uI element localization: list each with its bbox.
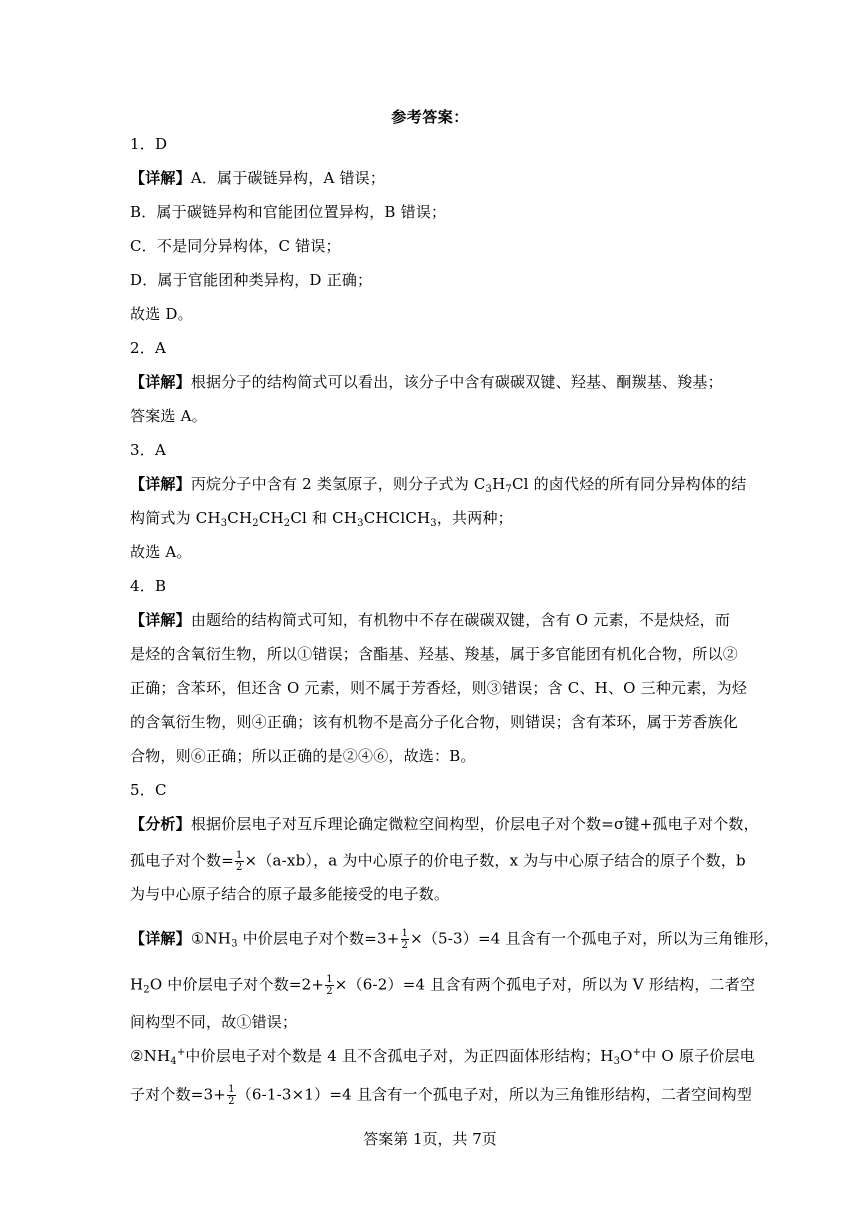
text: H bbox=[492, 475, 506, 493]
q5-explanation-line-5 bbox=[130, 1084, 753, 1107]
text: 子对个数=3+ bbox=[130, 1085, 227, 1104]
text: CH bbox=[258, 509, 284, 527]
q5-answer: 5．C bbox=[130, 781, 167, 799]
fraction-numerator: 1 bbox=[228, 1084, 235, 1095]
q2-text: 根据分子的结构简式可以看出，该分子中含有碳碳双键、羟基、酮羰基、羧基； bbox=[190, 373, 723, 391]
subscript: 3 bbox=[613, 1056, 621, 1067]
subscript: 4 bbox=[170, 1056, 177, 1067]
q3-conclusion: 故选 A。 bbox=[130, 543, 192, 561]
page-title: 参考答案： bbox=[391, 108, 469, 126]
fraction-numerator: 1 bbox=[235, 850, 243, 861]
q1-conclusion: 故选 D。 bbox=[130, 305, 193, 323]
q4-explanation-line bbox=[130, 610, 730, 630]
text: 构简式为 CH bbox=[130, 509, 221, 527]
q4-text-line-2: 是烃的含氧衍生物，所以①错误；含酯基、羟基、羧基，属于多官能团有机化合物，所以② bbox=[130, 645, 739, 663]
text: Cl 和 CH bbox=[290, 509, 358, 527]
q2-conclusion: 答案选 A。 bbox=[130, 407, 207, 425]
text: 中 O 原子价层电 bbox=[641, 1047, 755, 1065]
text: ×（a-xb），a 为中心原子的价电子数，x 为与中心原子结合的原子个数，b bbox=[244, 851, 746, 870]
q1-text: A．属于碳链异构，A 错误； bbox=[190, 169, 386, 187]
q4-text-line-3: 正确；含苯环，但还含 O 元素，则不属于芳香烃，则③错误；含 C、H、O 三种元素，为烃 bbox=[130, 679, 748, 697]
q5-explanation-line-4 bbox=[130, 1046, 755, 1067]
text: 中价层电子对个数是 4 且不含孤电子对，为正四面体形结构；H bbox=[185, 1047, 614, 1065]
q1-detail-tag: 【详解】 bbox=[130, 169, 191, 187]
fraction-one-half bbox=[235, 850, 244, 873]
fraction-denominator: 2 bbox=[326, 986, 333, 997]
q2-detail-tag: 【详解】 bbox=[130, 373, 191, 391]
q1-option-c: C．不是同分异构体，C 错误； bbox=[130, 237, 341, 255]
text: ×（5-3）=4 且含有一个孤电子对，所以为三角锥形， bbox=[410, 929, 780, 948]
q5-explanation-line bbox=[130, 928, 780, 951]
q3-detail-tag: 【详解】 bbox=[130, 475, 191, 493]
text: ②NH bbox=[130, 1047, 171, 1065]
superscript: + bbox=[176, 1047, 186, 1058]
q4-text-line-4: 的含氧衍生物，则④正确；该有机物不是高分子化合物，则错误；含有苯环，属于芳香族化 bbox=[130, 713, 739, 731]
fraction-denominator: 2 bbox=[235, 862, 243, 873]
q5-explanation-line-2 bbox=[130, 974, 756, 997]
text: 中价层电子对个数=3+ bbox=[237, 929, 400, 948]
q1-option-b: B．属于碳链异构和官能团位置异构，B 错误； bbox=[130, 203, 447, 221]
text: （6-1-3×1）=4 且含有一个孤电子对，所以为三角锥形结构，二者空间构型 bbox=[236, 1085, 753, 1104]
text: O 中价层电子对个数=2+ bbox=[149, 975, 325, 994]
subscript: 3 bbox=[231, 938, 238, 950]
text: O bbox=[620, 1047, 633, 1065]
q5-detail-tag: 【详解】 bbox=[130, 929, 191, 948]
q3-answer: 3．A bbox=[130, 441, 166, 459]
subscript: 2 bbox=[143, 984, 150, 996]
superscript: + bbox=[632, 1047, 642, 1058]
q4-text: 由题给的结构简式可知，有机物中不存在碳碳双键，含有 O 元素，不是炔烃，而 bbox=[190, 611, 731, 629]
q5-explanation-line-3: 间构型不同，故①错误； bbox=[130, 1013, 298, 1031]
q4-detail-tag: 【详解】 bbox=[130, 611, 191, 629]
q3-formula-line bbox=[130, 508, 730, 528]
subscript: 3 bbox=[220, 518, 228, 529]
text: CHClCH bbox=[363, 509, 431, 527]
q5-analysis-text: 根据价层电子对互斥理论确定微粒空间构型，价层电子对个数=σ键+孤电子对个数， bbox=[190, 815, 759, 833]
subscript: 2 bbox=[283, 518, 291, 529]
subscript: 7 bbox=[505, 484, 512, 495]
subscript: 3 bbox=[430, 518, 437, 529]
q2-answer: 2．A bbox=[130, 339, 166, 357]
fraction-numerator: 1 bbox=[401, 928, 409, 939]
subscript: 3 bbox=[485, 484, 493, 495]
text: ，共两种； bbox=[436, 509, 513, 527]
q5-analysis-line-3: 为与中心原子结合的原子最多能接受的电子数。 bbox=[130, 885, 450, 903]
fraction-one-half bbox=[401, 928, 410, 951]
text: 孤电子对个数= bbox=[130, 851, 234, 870]
fraction-one-half bbox=[325, 974, 334, 997]
q5-analysis-tag: 【分析】 bbox=[130, 815, 191, 833]
text: ×（6-2）=4 且含有两个孤电子对，所以为 V 形结构，二者空 bbox=[334, 975, 756, 994]
subscript: 3 bbox=[357, 518, 364, 529]
q1-explanation-line bbox=[130, 168, 730, 188]
fraction-one-half bbox=[227, 1084, 236, 1107]
q3-explanation-line bbox=[130, 474, 747, 495]
page-footer: 答案第 1页，共 7页 bbox=[363, 1130, 497, 1148]
text: Cl 的卤代烃的所有同分异构体的结 bbox=[511, 475, 747, 493]
fraction-numerator: 1 bbox=[326, 974, 333, 985]
text: CH bbox=[227, 509, 253, 527]
q5-analysis-line bbox=[130, 814, 759, 834]
q4-text-line-5: 合物，则⑥正确；所以正确的是②④⑥，故选：B。 bbox=[130, 747, 476, 765]
q4-answer: 4．B bbox=[130, 577, 167, 595]
fraction-denominator: 2 bbox=[228, 1096, 235, 1107]
text: H bbox=[130, 975, 144, 994]
text: ①NH bbox=[190, 929, 232, 948]
q5-analysis-line-2 bbox=[130, 850, 746, 873]
text: 丙烷分子中含有 2 类氢原子，则分子式为 C bbox=[190, 475, 486, 493]
subscript: 2 bbox=[252, 518, 259, 529]
q2-explanation-line bbox=[130, 372, 730, 392]
q1-option-d: D．属于官能团种类异构，D 正确； bbox=[130, 271, 373, 289]
fraction-denominator: 2 bbox=[401, 940, 409, 951]
q1-answer: 1．D bbox=[130, 135, 168, 153]
